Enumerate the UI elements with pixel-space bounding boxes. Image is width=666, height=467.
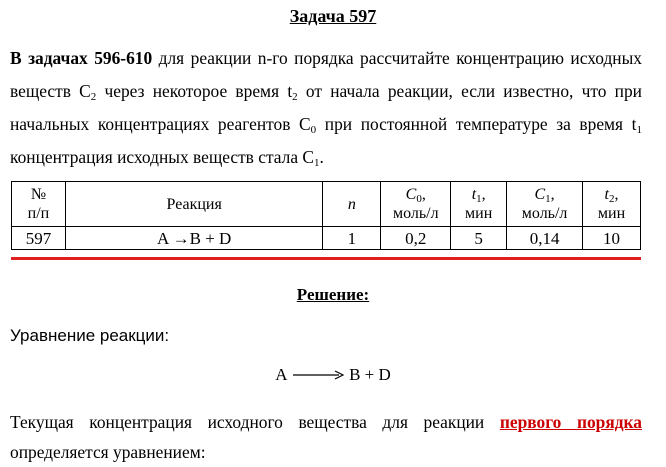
reaction-reactant: A [275, 365, 287, 384]
long-arrow-icon [291, 366, 345, 386]
solution-title: Решение: [296, 285, 370, 304]
header-n: n [323, 182, 381, 227]
cell-c0: 0,2 [381, 227, 451, 250]
sub-c2: 2 [90, 91, 97, 103]
problem-bold-lead: В задачах 596-610 [10, 48, 153, 68]
cell-number: 597 [12, 227, 66, 250]
problem-text-5: концентрация исходных веществ стала С [10, 147, 314, 167]
header-t1: $t_1$, мин [451, 182, 507, 227]
problem-text-6: . [319, 147, 324, 167]
header-c0: $C_0$, моль/л [381, 182, 451, 227]
problem-text-4: при постоянной температуре за время t [316, 114, 637, 134]
cell-reaction: A →B + D [65, 227, 323, 250]
sub-c0: 0 [310, 124, 317, 136]
problem-statement [10, 42, 642, 174]
highlight-first-order: первого порядка [499, 412, 642, 432]
sub-t2: 2 [292, 91, 298, 103]
table-red-underline [11, 257, 641, 260]
sub-c1: 1 [314, 157, 320, 169]
equation-intro: Уравнение реакции: [10, 326, 170, 345]
cell-c1: 0,14 [507, 227, 583, 250]
problem-text-2: через некоторое время t [96, 81, 293, 101]
cell-t2: 10 [583, 227, 641, 250]
header-t2: $t_2$, мин [583, 182, 641, 227]
table-row [12, 227, 641, 250]
header-number: № п/п [12, 182, 66, 227]
cell-t1: 5 [451, 227, 507, 250]
reaction-equation [0, 365, 666, 386]
solution-paragraph: Текущая концентрация исходного вещества для реакции первого порядка определяется уравнением: [10, 412, 642, 462]
arrow-icon: → [172, 228, 190, 248]
header-c1: $C_1$, моль/л [507, 182, 583, 227]
problem-title: Задача 597 [289, 6, 377, 26]
sub-t1: 1 [636, 124, 642, 136]
problem-data-table [11, 181, 641, 250]
table-header-row [12, 182, 641, 227]
problem-text-3: от начала реакции, если известно, что при начальных концентрациях реагентов С [10, 81, 642, 134]
problem-text-1: для реакции n-го порядка рассчитайте концентрацию исходных веществ С [10, 48, 642, 101]
header-reaction: Реакция [65, 182, 323, 227]
cell-n: 1 [323, 227, 381, 250]
reaction-products: B + D [349, 365, 391, 384]
